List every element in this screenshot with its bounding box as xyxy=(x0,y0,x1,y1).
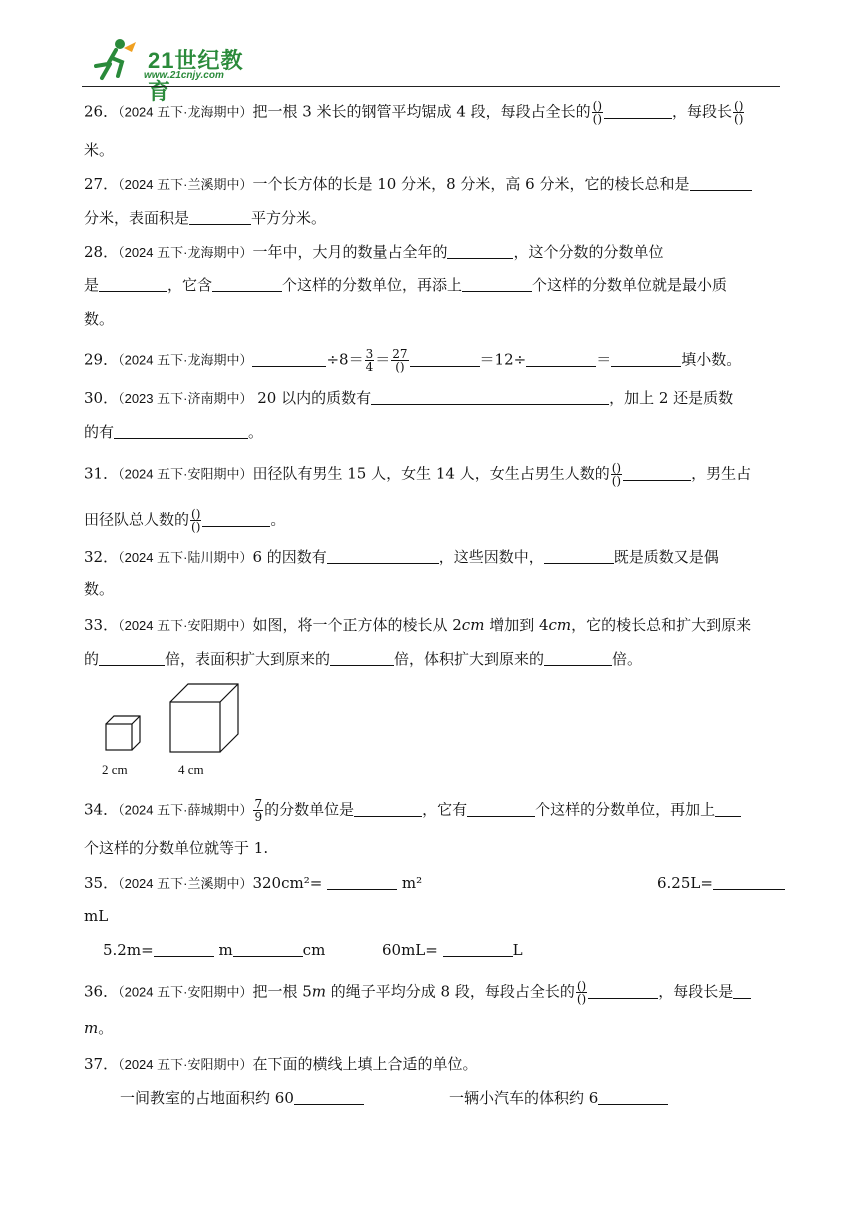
q33-line2: 的 倍，表面积扩大到原来的 倍，体积扩大到原来的 倍。 xyxy=(84,650,643,668)
q31-line1: 31．（2024 五下·安阳期中）田径队有男生 15 人，女生 14 人，女生占男生人数的 () () ，男生占 xyxy=(84,461,752,488)
q26-line2: 米。 xyxy=(84,141,115,159)
answer-blank[interactable] xyxy=(447,244,513,259)
answer-blank[interactable] xyxy=(467,802,535,817)
logo xyxy=(90,36,260,104)
fraction-blank: () () xyxy=(592,99,603,126)
cubes-figure xyxy=(100,680,250,760)
q26-line1: 26．（2024 五下·龙海期中）把一根 3 米长的钢管平均锯成 4 段，每段占全长的 () () ，每段长 () () xyxy=(84,99,744,126)
large-cube-caption: 4 cm xyxy=(178,762,204,777)
answer-blank[interactable] xyxy=(354,802,422,817)
answer-blank[interactable] xyxy=(713,875,785,890)
q29-line1: 29．（2024 五下·龙海期中） ÷8＝ $\frac{3}{4}$ ＝ 27 () ＝12÷ ＝ 填小数。 xyxy=(84,347,742,374)
answer-blank[interactable] xyxy=(252,352,326,367)
answer-blank[interactable] xyxy=(154,942,214,957)
q34-line2: 个这样的分数单位就等于 1. xyxy=(84,839,269,857)
answer-blank[interactable] xyxy=(410,352,480,367)
answer-blank[interactable] xyxy=(114,424,248,439)
answer-blank[interactable] xyxy=(733,984,751,999)
q28-line1: 28．（2024 五下·龙海期中）一年中，大月的数量占全年的 ，这个分数的分数单位 xyxy=(84,243,664,261)
answer-blank[interactable] xyxy=(202,512,270,527)
answer-blank[interactable] xyxy=(327,549,439,564)
answer-blank[interactable] xyxy=(371,390,609,405)
q36-line2: m。 xyxy=(84,1019,114,1037)
answer-blank[interactable] xyxy=(233,942,303,957)
header xyxy=(82,30,780,104)
q28-line3: 数。 xyxy=(84,310,115,328)
answer-blank[interactable] xyxy=(294,1090,364,1105)
fraction-blank: () () xyxy=(576,979,587,1006)
q31-line2: 田径队总人数的 () () 。 xyxy=(84,507,286,534)
q28-line2: 是 ，它含 个这样的分数单位，再添上 个这样的分数单位就是最小质 xyxy=(84,276,728,294)
answer-blank[interactable] xyxy=(327,875,397,890)
brand-url: www.21cnjy.com xyxy=(144,70,224,81)
q36-line1: 36．（2024 五下·安阳期中）把一根 5m 的绳子平均分成 8 段，每段占全长的 () () ，每段长是 xyxy=(84,980,751,1005)
q34-line1: 34．（2024 五下·薛城期中） $\frac{7}{9}$ 的分数单位是 ，它有 个这样的分数单位，再加上 xyxy=(84,798,741,823)
q32-line1: 32．（2024 五下·陆川期中）6 的因数有 ，这些因数中， 既是质数又是偶 xyxy=(84,548,719,566)
q30-line2: 的有 。 xyxy=(84,423,264,441)
q37-line1: 37．（2024 五下·安阳期中）在下面的横线上填上合适的单位。 xyxy=(84,1055,478,1073)
answer-blank[interactable] xyxy=(462,277,532,292)
q27-line2: 分米，表面积是 平方分米。 xyxy=(84,209,327,227)
q27-line1: 27．（2024 五下·兰溪期中）一个长方体的长是 10 分米，8 分米，高 6 分米，它的棱长总和是 xyxy=(84,174,752,195)
q35-line2: mL xyxy=(84,907,109,925)
answer-blank[interactable] xyxy=(623,466,691,481)
q33-line1: 33．（2024 五下·安阳期中）如图，将一个正方体的棱长从 2cm 增加到 4cm，它的棱长总和扩大到原来 xyxy=(84,616,752,634)
answer-blank[interactable] xyxy=(526,352,596,367)
answer-blank[interactable] xyxy=(212,277,282,292)
fraction: $\frac{3}{4}$ xyxy=(365,347,374,374)
answer-blank[interactable] xyxy=(690,176,752,191)
answer-blank[interactable] xyxy=(715,802,741,817)
answer-blank[interactable] xyxy=(99,651,165,666)
fraction-blank: () () xyxy=(611,461,622,488)
answer-blank[interactable] xyxy=(443,942,513,957)
header-rule xyxy=(82,86,780,87)
small-cube-caption: 2 cm xyxy=(102,762,128,777)
brand-name: 21世纪教育 xyxy=(148,48,244,104)
answer-blank[interactable] xyxy=(189,210,251,225)
answer-blank[interactable] xyxy=(99,277,167,292)
fraction: $\frac{7}{9}$ xyxy=(254,797,263,824)
q32-line2: 数。 xyxy=(84,580,115,598)
fraction-blank: () () xyxy=(191,507,201,534)
q35-line3: 5.2m= m cm 60mL= L xyxy=(103,941,523,959)
fraction: 27 () xyxy=(392,347,408,374)
q30-line1: 30．（2023 五下·济南期中） 20 以内的质数有 ，加上 2 还是质数 xyxy=(84,389,734,407)
q35-line1: 35．（2024 五下·兰溪期中）320cm²= m² 6.25L= xyxy=(84,873,774,894)
runner-logo-icon xyxy=(90,36,146,82)
fraction-blank: () () xyxy=(734,99,744,126)
answer-blank[interactable] xyxy=(544,549,614,564)
large-cube xyxy=(170,684,238,752)
small-cube xyxy=(106,716,140,750)
answer-blank[interactable] xyxy=(598,1090,668,1105)
q37-line2: 一间教室的占地面积约 60 一辆小汽车的体积约 6 xyxy=(120,1088,364,1108)
answer-blank[interactable] xyxy=(604,104,672,119)
answer-blank[interactable] xyxy=(588,984,658,999)
answer-blank[interactable] xyxy=(611,352,681,367)
answer-blank[interactable] xyxy=(544,651,612,666)
answer-blank[interactable] xyxy=(330,651,394,666)
